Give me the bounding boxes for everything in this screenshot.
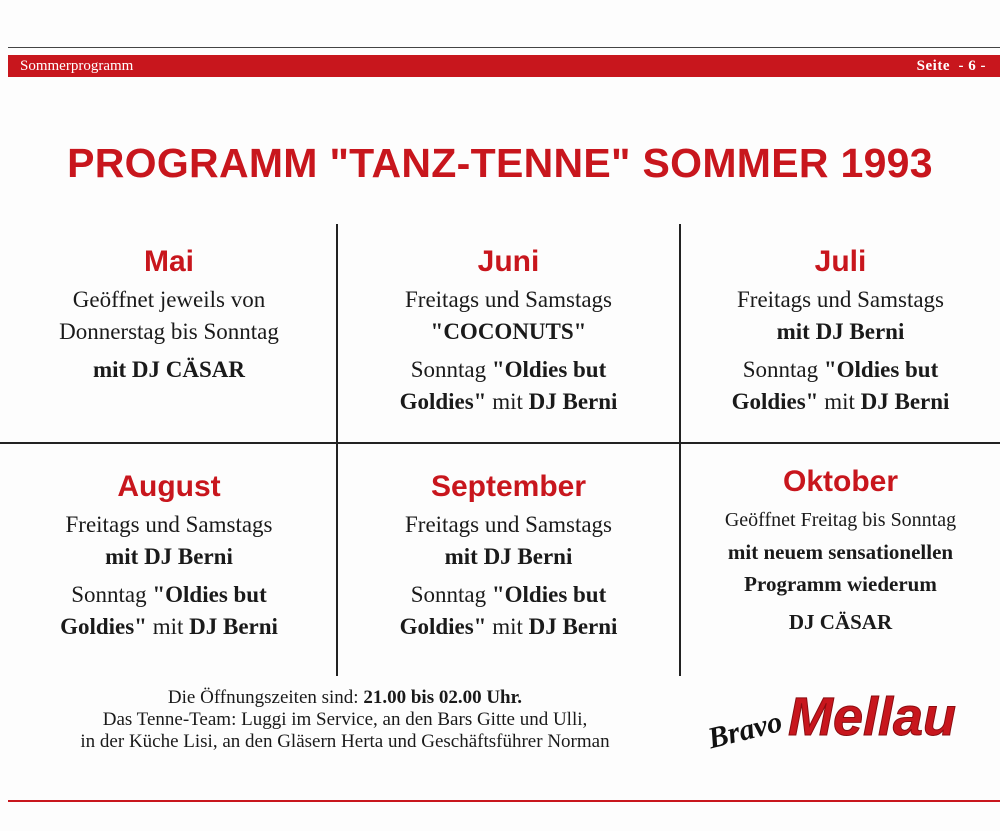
bravo-mellau-logo xyxy=(700,683,1000,763)
dj-line: mit DJ Berni xyxy=(776,319,905,344)
band-line: "COCONUTS" xyxy=(430,319,587,344)
dj-line: DJ CÄSAR xyxy=(788,610,893,634)
program-line-2: Programm wiederum xyxy=(744,572,937,596)
month-cell-mai xyxy=(0,244,338,386)
footer-info xyxy=(0,687,690,753)
logo-word-text: Mellau xyxy=(788,687,957,747)
month-cell-september xyxy=(338,469,679,643)
sunday-line-2: Goldies" mit DJ Berni xyxy=(399,614,618,639)
sunday-line-2: Goldies" mit DJ Berni xyxy=(731,389,950,414)
schedule-line: Geöffnet jeweils von xyxy=(72,287,266,312)
bottom-rule xyxy=(8,800,1000,802)
dj-line: mit DJ Berni xyxy=(444,544,573,569)
month-heading: Mai xyxy=(143,245,194,278)
program-grid xyxy=(0,224,1000,676)
month-cell-august xyxy=(0,469,338,643)
month-cell-oktober xyxy=(681,464,1000,638)
month-cell-juni xyxy=(338,244,679,418)
page-label: Seite xyxy=(916,57,950,74)
sunday-line-2: Goldies" mit DJ Berni xyxy=(60,614,278,639)
month-cell-juli xyxy=(681,244,1000,418)
program-line: mit neuem sensationellen xyxy=(727,540,954,564)
schedule-line: Freitags und Samstags xyxy=(65,512,273,537)
dj-line: mit DJ Berni xyxy=(105,544,233,569)
team-line-1: Das Tenne-Team: Luggi im Service, an den Bars Gitte und Ulli, xyxy=(102,709,588,730)
sunday-line: Sonntag "Oldies but xyxy=(742,357,939,382)
schedule-line: Freitags und Samstags xyxy=(737,287,944,312)
month-heading: Juli xyxy=(814,245,867,278)
sunday-line: Sonntag "Oldies but xyxy=(410,582,607,607)
month-heading: Oktober xyxy=(782,465,899,498)
team-line-2: in der Küche Lisi, an den Gläsern Herta und Geschäftsführer Norman xyxy=(80,731,610,752)
top-rule xyxy=(8,47,1000,48)
month-heading: September xyxy=(430,470,587,503)
header-bar xyxy=(8,55,1000,77)
schedule-line: Freitags und Samstags xyxy=(405,512,612,537)
opening-hours: Die Öffnungszeiten sind: 21.00 bis 02.00 Uhr. xyxy=(167,687,523,708)
schedule-line: Geöffnet Freitag bis Sonntag xyxy=(724,509,957,531)
page-indicator xyxy=(917,58,986,75)
page-number: - 6 - xyxy=(958,57,986,74)
sunday-line: Sonntag "Oldies but xyxy=(71,582,267,607)
grid-horizontal-divider xyxy=(0,442,1000,444)
sunday-line-2: Goldies" mit DJ Berni xyxy=(399,389,618,414)
page-title: PROGRAMM "TANZ-TENNE" SOMMER 1993 xyxy=(67,140,933,186)
schedule-line: Freitags und Samstags xyxy=(405,287,612,312)
month-heading: Juni xyxy=(477,245,540,278)
sunday-line: Sonntag "Oldies but xyxy=(410,357,607,382)
month-heading: August xyxy=(117,470,221,503)
dj-line: mit DJ CÄSAR xyxy=(92,357,246,382)
schedule-line: Donnerstag bis Sonntag xyxy=(59,319,279,344)
section-label: Sommerprogramm xyxy=(20,57,134,74)
logo-script-text: Bravo xyxy=(704,705,786,756)
